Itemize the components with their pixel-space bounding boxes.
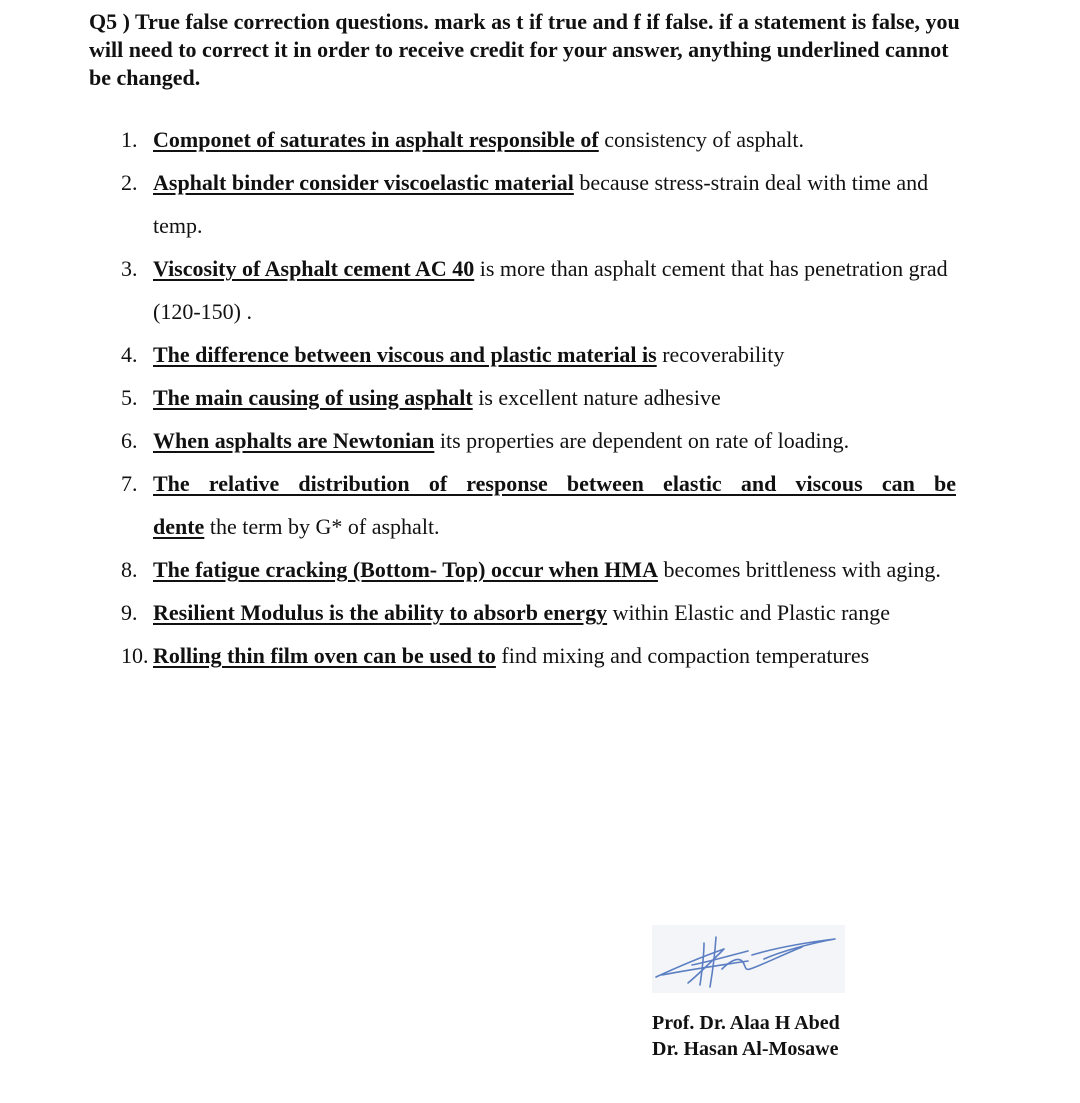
statement-rest: is more than asphalt cement that has penetration grad (120-150) .	[153, 256, 948, 324]
item-number: 3.	[121, 256, 138, 281]
statement-rest: is excellent nature adhesive	[472, 385, 721, 410]
underlined-statement: The difference between viscous and plastic material is	[153, 342, 657, 367]
item-number: 6.	[121, 428, 138, 453]
question-item	[108, 376, 968, 419]
statement-rest: recoverability	[656, 342, 785, 367]
signatory-name: Prof. Dr. Alaa H Abed	[652, 1012, 840, 1034]
underlined-statement: The fatigue cracking (Bottom- Top) occur when HMA	[153, 557, 658, 582]
statement-rest: because stress-strain deal with time and temp.	[153, 170, 929, 238]
statement-rest: within Elastic and Plastic range	[607, 600, 890, 625]
question-item	[108, 161, 968, 247]
question-item	[108, 333, 968, 376]
item-number: 10.	[121, 643, 149, 668]
signature-image	[652, 925, 845, 993]
item-number: 7.	[121, 471, 138, 496]
item-number: 4.	[121, 342, 138, 367]
underlined-statement: The relative distribution of response between elastic and viscous can be	[153, 471, 956, 496]
underlined-statement: When asphalts are Newtonian	[153, 428, 435, 453]
question-list	[108, 118, 968, 677]
signatories	[652, 1010, 840, 1062]
question-item	[108, 118, 968, 161]
question-item	[108, 462, 968, 548]
item-number: 8.	[121, 557, 138, 582]
underlined-statement: Asphalt binder consider viscoelastic material	[153, 170, 574, 195]
signature-strokes	[656, 937, 835, 987]
statement-rest: consistency of asphalt.	[598, 127, 805, 152]
question-item	[108, 419, 968, 462]
question-item	[108, 247, 968, 333]
signatory-name: Dr. Hasan Al-Mosawe	[652, 1038, 839, 1060]
signature-scribble	[652, 925, 845, 993]
question-item	[108, 591, 968, 634]
question-heading: Q5 ) True false correction questions. mark as t if true and f if false. if a statement is false, you will need to correct it in order to receive credit for your answer, anything underlined cannot be changed.	[89, 9, 960, 90]
statement-rest: becomes brittleness with aging.	[657, 557, 941, 582]
underlined-statement-continued: dente	[153, 514, 205, 539]
item-number: 5.	[121, 385, 138, 410]
question-item	[108, 548, 968, 591]
underlined-statement: Resilient Modulus is the ability to absorb energy	[153, 600, 608, 625]
question-item	[108, 634, 968, 677]
statement-rest: the term by G* of asphalt.	[204, 514, 440, 539]
item-number: 1.	[121, 127, 138, 152]
underlined-statement: Viscosity of Asphalt cement AC 40	[153, 256, 475, 281]
item-number: 2.	[121, 170, 138, 195]
item-number: 9.	[121, 600, 138, 625]
underlined-statement: Componet of saturates in asphalt responsible of	[153, 127, 599, 152]
statement-rest: its properties are dependent on rate of loading.	[434, 428, 850, 453]
statement-rest: find mixing and compaction temperatures	[495, 643, 870, 668]
underlined-statement: The main causing of using asphalt	[153, 385, 473, 410]
underlined-statement: Rolling thin film oven can be used to	[153, 643, 496, 668]
